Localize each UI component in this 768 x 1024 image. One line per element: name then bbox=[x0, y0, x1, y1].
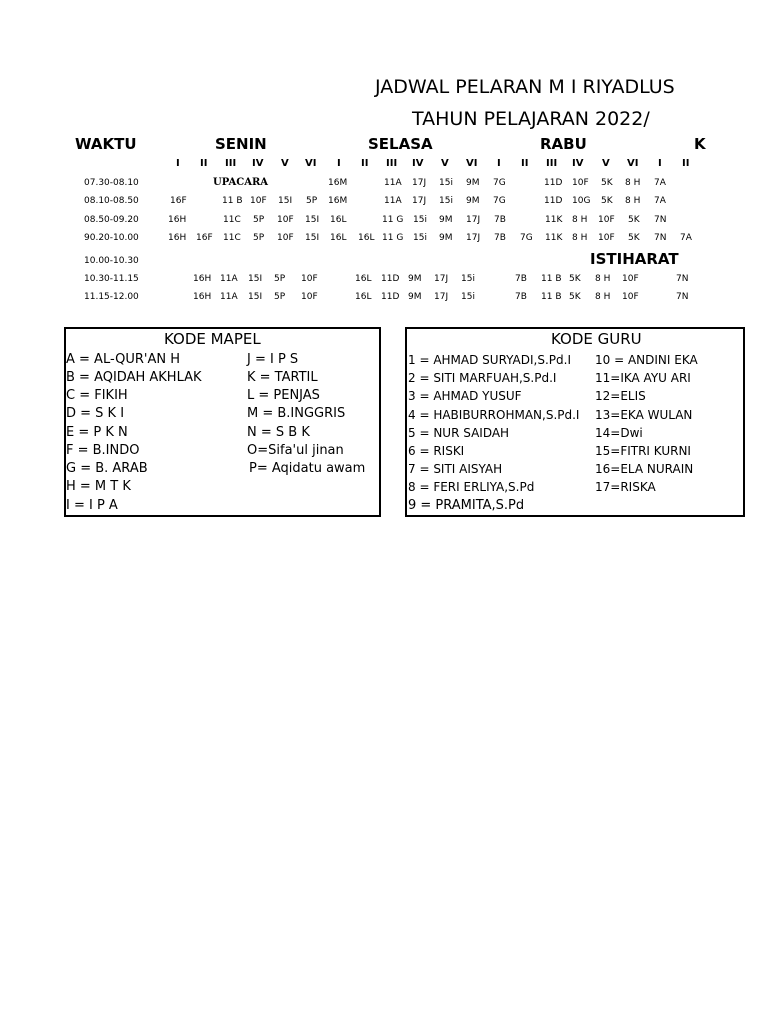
schedule-cell: 15I bbox=[278, 196, 293, 206]
mapel-code: H = M T K bbox=[66, 479, 131, 494]
schedule-cell: 5K bbox=[601, 178, 613, 188]
schedule-cell: 9M bbox=[439, 215, 453, 225]
schedule-cell: 11D bbox=[544, 196, 563, 206]
schedule-cell: 15I bbox=[248, 292, 263, 302]
period: III bbox=[386, 158, 398, 169]
schedule-cell: 11 B bbox=[541, 292, 562, 302]
time-slot: 11.15-12.00 bbox=[84, 292, 139, 302]
period: V bbox=[441, 158, 449, 169]
schedule-cell: 11C bbox=[223, 215, 241, 225]
mapel-code: A = AL-QUR'AN H bbox=[66, 352, 181, 367]
title-line-2: TAHUN PELAJARAN 2022/ bbox=[412, 108, 650, 130]
schedule-cell: 16M bbox=[328, 178, 348, 188]
schedule-cell: 9M bbox=[466, 178, 480, 188]
schedule-cell: 11A bbox=[220, 274, 238, 284]
schedule-cell: 15I bbox=[305, 215, 320, 225]
schedule-cell: 5P bbox=[306, 196, 318, 206]
header-kamis: K bbox=[694, 135, 706, 153]
header-selasa: SELASA bbox=[368, 135, 433, 153]
period: V bbox=[602, 158, 610, 169]
schedule-cell: 17J bbox=[412, 178, 427, 188]
schedule-cell: 8 H bbox=[625, 178, 641, 188]
schedule-cell: 15i bbox=[461, 274, 475, 284]
period: V bbox=[281, 158, 289, 169]
schedule-cell: 16L bbox=[330, 233, 347, 243]
header-rabu: RABU bbox=[540, 135, 587, 153]
guru-code: 6 = RISKI bbox=[408, 444, 465, 458]
guru-code: 9 = PRAMITA,S.Pd bbox=[408, 498, 525, 513]
schedule-cell: 10G bbox=[572, 196, 591, 206]
schedule-cell: 15i bbox=[461, 292, 475, 302]
schedule-cell: 5K bbox=[569, 292, 581, 302]
schedule-cell: 10F bbox=[301, 274, 318, 284]
guru-code: 4 = HABIBURROHMAN,S.Pd.I bbox=[408, 408, 580, 422]
schedule-cell: 15i bbox=[439, 178, 453, 188]
mapel-code: L = PENJAS bbox=[247, 388, 320, 403]
guru-code: 1 = AHMAD SURYADI,S.Pd.I bbox=[408, 353, 571, 367]
schedule-cell: 5P bbox=[274, 292, 286, 302]
schedule-cell: 10F bbox=[301, 292, 318, 302]
schedule-cell: 7B bbox=[494, 233, 506, 243]
schedule-cell: 16L bbox=[355, 274, 372, 284]
schedule-cell: 17J bbox=[434, 292, 449, 302]
schedule-cell: 11A bbox=[220, 292, 238, 302]
upacara-label: UPACARA bbox=[213, 177, 269, 188]
guru-code: 16=ELA NURAIN bbox=[595, 462, 694, 476]
schedule-cell: 7A bbox=[654, 196, 666, 206]
schedule-cell: 15i bbox=[413, 233, 427, 243]
schedule-cell: 15i bbox=[413, 215, 427, 225]
schedule-cell: 11A bbox=[384, 178, 402, 188]
schedule-cell: 16H bbox=[168, 233, 187, 243]
header-senin: SENIN bbox=[215, 135, 267, 153]
istirahat-label: ISTIHARAT bbox=[590, 250, 679, 268]
period: IV bbox=[572, 158, 584, 169]
period: VI bbox=[627, 158, 639, 169]
schedule-cell: 10F bbox=[622, 292, 639, 302]
schedule-cell: 9M bbox=[466, 196, 480, 206]
guru-code: 14=Dwi bbox=[595, 426, 643, 440]
schedule-cell: 16F bbox=[196, 233, 213, 243]
time-slot: 08.50-09.20 bbox=[84, 215, 139, 225]
schedule-cell: 8 H bbox=[572, 233, 588, 243]
title-line-1: JADWAL PELARAN M I RIYADLUS bbox=[375, 76, 675, 98]
schedule-cell: 11 B bbox=[541, 274, 562, 284]
schedule-cell: 11A bbox=[384, 196, 402, 206]
schedule-cell: 7G bbox=[520, 233, 533, 243]
mapel-code: I = I P A bbox=[66, 498, 118, 513]
schedule-cell: 11 G bbox=[382, 233, 404, 243]
guru-code: 5 = NUR SAIDAH bbox=[408, 426, 510, 440]
schedule-cell: 17J bbox=[412, 196, 427, 206]
schedule-cell: 7G bbox=[493, 196, 506, 206]
schedule-cell: 11K bbox=[545, 233, 563, 243]
period: VI bbox=[305, 158, 317, 169]
mapel-code: F = B.INDO bbox=[66, 443, 140, 458]
schedule-cell: 7B bbox=[515, 274, 527, 284]
period: II bbox=[682, 158, 690, 169]
guru-code: 17=RISKA bbox=[595, 480, 656, 494]
schedule-cell: 16H bbox=[193, 292, 212, 302]
kode-mapel-title: KODE MAPEL bbox=[164, 330, 261, 348]
period: I bbox=[658, 158, 662, 169]
period: II bbox=[361, 158, 369, 169]
schedule-cell: 17J bbox=[466, 215, 481, 225]
guru-code: 13=EKA WULAN bbox=[595, 408, 693, 422]
schedule-cell: 7N bbox=[676, 274, 689, 284]
schedule-cell: 11 B bbox=[222, 196, 243, 206]
schedule-cell: 5P bbox=[274, 274, 286, 284]
schedule-cell: 5K bbox=[569, 274, 581, 284]
period: I bbox=[176, 158, 180, 169]
schedule-cell: 16H bbox=[193, 274, 212, 284]
schedule-cell: 9M bbox=[408, 292, 422, 302]
guru-code: 12=ELIS bbox=[595, 389, 646, 403]
schedule-cell: 7A bbox=[680, 233, 692, 243]
schedule-cell: 15I bbox=[248, 274, 263, 284]
time-slot: 08.10-08.50 bbox=[84, 196, 139, 206]
guru-code: 11=IKA AYU ARI bbox=[595, 371, 691, 385]
schedule-cell: 16F bbox=[170, 196, 187, 206]
period: VI bbox=[466, 158, 478, 169]
guru-code: 10 = ANDINI EKA bbox=[595, 353, 698, 367]
schedule-cell: 9M bbox=[408, 274, 422, 284]
kode-guru-title: KODE GURU bbox=[551, 330, 642, 348]
mapel-code: P= Aqidatu awam bbox=[249, 461, 366, 476]
schedule-cell: 8 H bbox=[595, 292, 611, 302]
schedule-cell: 10F bbox=[598, 233, 615, 243]
schedule-cell: 16M bbox=[328, 196, 348, 206]
schedule-cell: 5P bbox=[253, 215, 265, 225]
mapel-code: K = TARTIL bbox=[247, 370, 318, 385]
schedule-cell: 16H bbox=[168, 215, 187, 225]
guru-code: 15=FITRI KURNI bbox=[595, 444, 691, 458]
mapel-code: B = AQIDAH AKHLAK bbox=[66, 370, 202, 385]
schedule-cell: 7A bbox=[654, 178, 666, 188]
mapel-code: O=Sifa'ul jinan bbox=[247, 443, 344, 458]
schedule-cell: 10F bbox=[572, 178, 589, 188]
schedule-cell: 15i bbox=[439, 196, 453, 206]
period: II bbox=[521, 158, 529, 169]
schedule-cell: 11 G bbox=[382, 215, 404, 225]
mapel-code: E = P K N bbox=[66, 425, 128, 440]
schedule-cell: 11D bbox=[381, 292, 400, 302]
schedule-cell: 5P bbox=[253, 233, 265, 243]
schedule-cell: 11D bbox=[544, 178, 563, 188]
mapel-code: N = S B K bbox=[247, 425, 310, 440]
schedule-cell: 16L bbox=[358, 233, 375, 243]
schedule-cell: 17J bbox=[434, 274, 449, 284]
schedule-cell: 7B bbox=[515, 292, 527, 302]
mapel-code: M = B.INGGRIS bbox=[247, 406, 346, 421]
time-slot: 90.20-10.00 bbox=[84, 233, 139, 243]
schedule-cell: 7N bbox=[654, 233, 667, 243]
schedule-cell: 11D bbox=[381, 274, 400, 284]
schedule-cell: 10F bbox=[250, 196, 267, 206]
time-slot: 07.30-08.10 bbox=[84, 178, 139, 188]
schedule-cell: 15I bbox=[305, 233, 320, 243]
mapel-code: G = B. ARAB bbox=[66, 461, 148, 476]
time-slot: 10.00-10.30 bbox=[84, 256, 139, 266]
schedule-cell: 10F bbox=[277, 233, 294, 243]
schedule-cell: 7G bbox=[493, 178, 506, 188]
mapel-code: D = S K I bbox=[66, 406, 125, 421]
schedule-cell: 11C bbox=[223, 233, 241, 243]
schedule-cell: 5K bbox=[601, 196, 613, 206]
guru-code: 2 = SITI MARFUAH,S.Pd.I bbox=[408, 371, 557, 385]
period: I bbox=[497, 158, 501, 169]
schedule-cell: 16L bbox=[355, 292, 372, 302]
schedule-cell: 11K bbox=[545, 215, 563, 225]
period: III bbox=[546, 158, 558, 169]
schedule-cell: 8 H bbox=[572, 215, 588, 225]
schedule-cell: 10F bbox=[598, 215, 615, 225]
period: IV bbox=[412, 158, 424, 169]
guru-code: 7 = SITI AISYAH bbox=[408, 462, 503, 476]
schedule-cell: 16L bbox=[330, 215, 347, 225]
schedule-cell: 8 H bbox=[625, 196, 641, 206]
mapel-code: C = FIKIH bbox=[66, 388, 128, 403]
period: IV bbox=[252, 158, 264, 169]
time-slot: 10.30-11.15 bbox=[84, 274, 139, 284]
schedule-cell: 7N bbox=[654, 215, 667, 225]
mapel-code: J = I P S bbox=[247, 352, 299, 367]
period: II bbox=[200, 158, 208, 169]
schedule-cell: 5K bbox=[628, 233, 640, 243]
guru-code: 8 = FERI ERLIYA,S.Pd bbox=[408, 480, 535, 494]
schedule-cell: 7B bbox=[494, 215, 506, 225]
period: I bbox=[337, 158, 341, 169]
header-waktu: WAKTU bbox=[75, 135, 137, 153]
period: III bbox=[225, 158, 237, 169]
schedule-cell: 9M bbox=[439, 233, 453, 243]
schedule-cell: 10F bbox=[622, 274, 639, 284]
schedule-cell: 7N bbox=[676, 292, 689, 302]
schedule-cell: 8 H bbox=[595, 274, 611, 284]
schedule-cell: 5K bbox=[628, 215, 640, 225]
schedule-cell: 10F bbox=[277, 215, 294, 225]
schedule-cell: 17J bbox=[466, 233, 481, 243]
guru-code: 3 = AHMAD YUSUF bbox=[408, 389, 522, 403]
